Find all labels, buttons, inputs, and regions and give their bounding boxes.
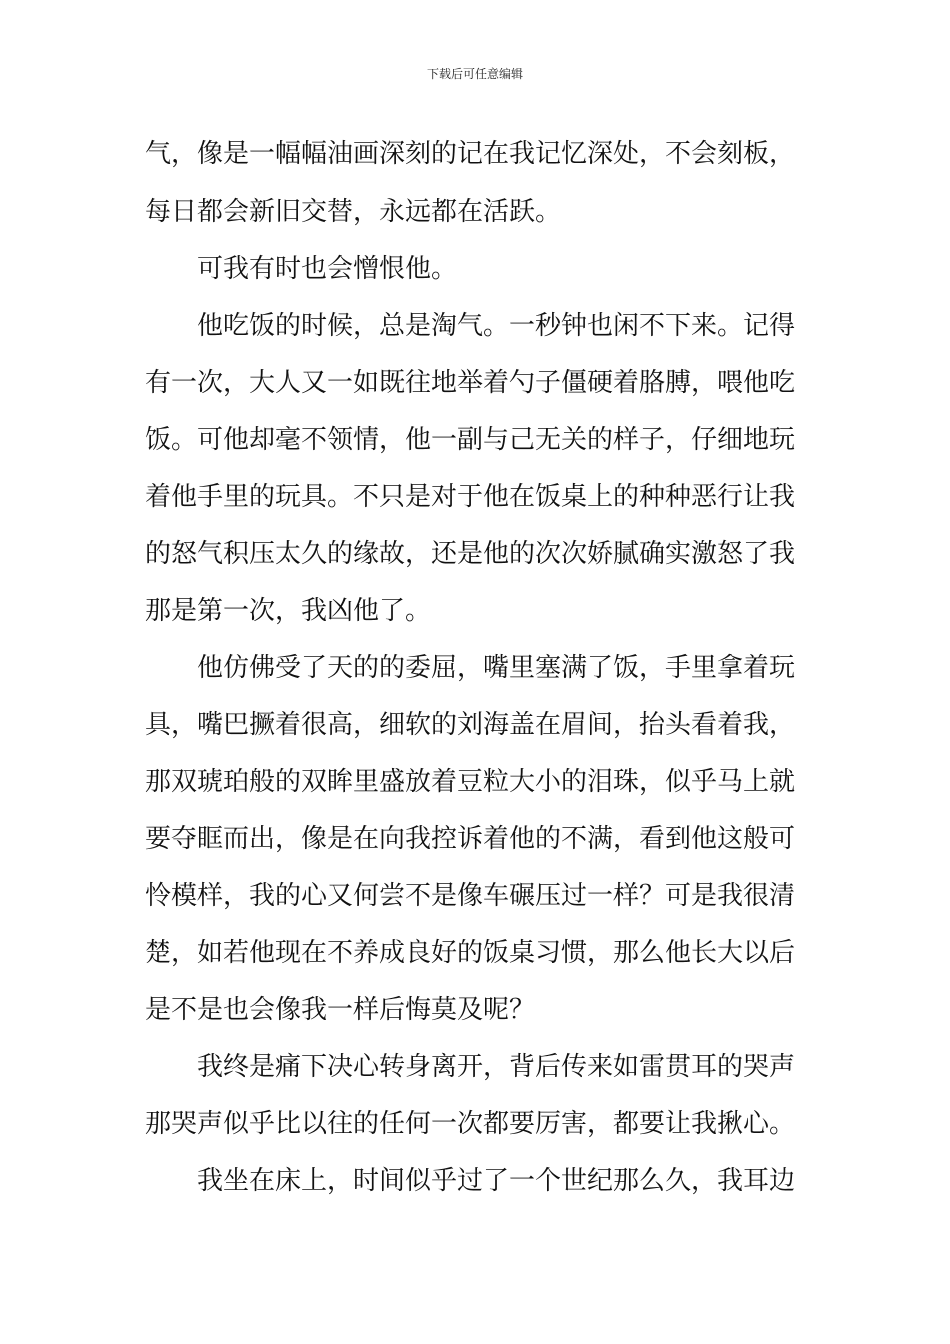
- paragraph-first-line: 我坐在床上，时间似乎过了一个世纪那么久，我耳边: [197, 1166, 796, 1196]
- paragraph-first-line: 他吃饭的时候，总是淘气。一秒钟也闲不下来。记得: [197, 311, 796, 341]
- text-line: 饭。可他却毫不领情，他一副与己无关的样子，仔细地玩: [145, 425, 796, 455]
- paragraph-first-line: 他仿佛受了天的的委屈，嘴里塞满了饭，手里拿着玩: [197, 653, 796, 683]
- paragraph-first-line: 我终是痛下决心转身离开，背后传来如雷贯耳的哭声: [197, 1052, 796, 1082]
- text-line: 要夺眶而出，像是在向我控诉着他的不满，看到他这般可: [145, 824, 796, 854]
- paragraph-first-line: 可我有时也会憎恨他。: [197, 254, 458, 284]
- text-line: 楚，如若他现在不养成良好的饭桌习惯，那么他长大以后: [145, 938, 796, 968]
- text-line: 每日都会新旧交替，永远都在活跃。: [145, 197, 562, 227]
- text-line: 气，像是一幅幅油画深刻的记在我记忆深处，不会刻板，: [145, 139, 796, 169]
- text-line: 是不是也会像我一样后悔莫及呢？: [145, 995, 536, 1025]
- text-line: 有一次，大人又一如既往地举着勺子僵硬着胳膊，喂他吃: [145, 368, 796, 398]
- text-line: 那是第一次，我凶他了。: [145, 596, 432, 626]
- text-line: 的怒气积压太久的缘故，还是他的次次娇腻确实激怒了我: [145, 539, 796, 569]
- text-line: 那双琥珀般的双眸里盛放着豆粒大小的泪珠，似乎马上就: [145, 767, 796, 797]
- text-line: 那哭声似乎比以往的任何一次都要厉害，都要让我揪心。: [145, 1109, 796, 1139]
- page-header: 下载后可任意编辑: [426, 67, 523, 81]
- text-line: 怜模样，我的心又何尝不是像车碾压过一样？可是我很清: [145, 881, 796, 911]
- text-line: 着他手里的玩具。不只是对于他在饭桌上的种种恶行让我: [145, 482, 796, 512]
- text-line: 具，嘴巴撅着很高，细软的刘海盖在眉间，抬头看着我，: [145, 710, 796, 740]
